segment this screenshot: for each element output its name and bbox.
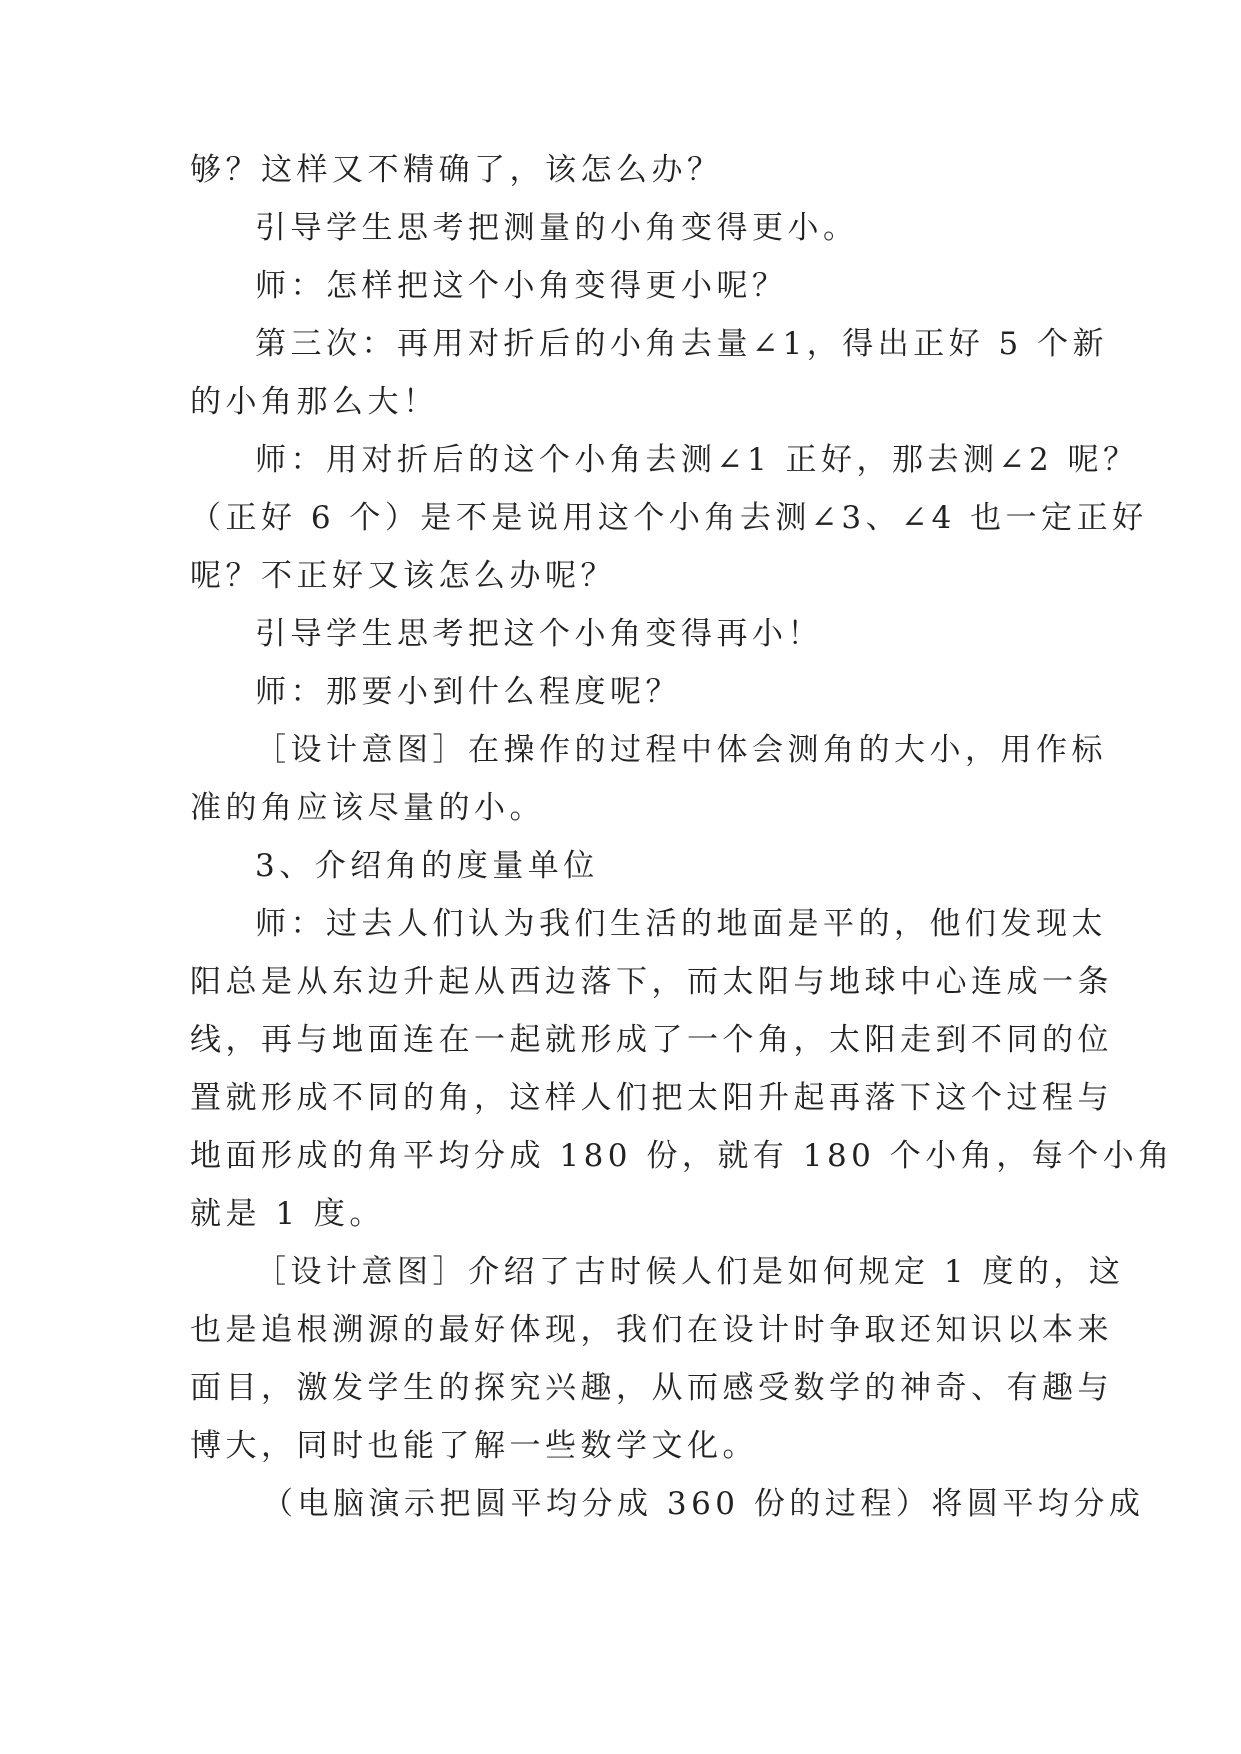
text-line: 置就形成不同的角，这样人们把太阳升起再落下这个过程与 xyxy=(190,1080,1113,1116)
text-line: ［设计意图］在操作的过程中体会测角的大小，用作标 xyxy=(255,732,1107,768)
text-line: ［设计意图］介绍了古时候人们是如何规定 1 度的，这 xyxy=(255,1254,1125,1290)
text-line: （正好 6 个）是不是说用这个小角去测∠3、∠4 也一定正好 xyxy=(190,500,1148,536)
text-line: 地面形成的角平均分成 180 份，就有 180 个小角，每个小角 xyxy=(190,1138,1174,1174)
text-line: 也是追根溯源的最好体现，我们在设计时争取还知识以本来 xyxy=(190,1312,1113,1348)
text-line: 阳总是从东边升起从西边落下，而太阳与地球中心连成一条 xyxy=(190,964,1113,1000)
text-line: 引导学生思考把这个小角变得再小！ xyxy=(255,616,823,652)
text-line: 够？这样又不精确了，该怎么办？ xyxy=(190,152,723,188)
text-line: 师：过去人们认为我们生活的地面是平的，他们发现太 xyxy=(255,906,1107,942)
text-line: 的小角那么大！ xyxy=(190,384,439,420)
text-line: 第三次：再用对折后的小角去量∠1，得出正好 5 个新 xyxy=(255,326,1109,362)
text-line: 面目，激发学生的探究兴趣，从而感受数学的神奇、有趣与 xyxy=(190,1370,1113,1406)
text-line: 就是 1 度。 xyxy=(190,1196,385,1232)
text-line: 师：用对折后的这个小角去测∠1 正好，那去测∠2 呢？ xyxy=(255,442,1139,478)
text-line: 师：那要小到什么程度呢？ xyxy=(255,674,681,710)
text-line: 博大，同时也能了解一些数学文化。 xyxy=(190,1428,758,1464)
text-line: 师：怎样把这个小角变得更小呢？ xyxy=(255,268,788,304)
text-line: 引导学生思考把测量的小角变得更小。 xyxy=(255,210,859,246)
section-heading: 3、介绍角的度量单位 xyxy=(255,848,599,884)
text-line: 呢？不正好又该怎么办呢？ xyxy=(190,558,616,594)
text-line: 准的角应该尽量的小。 xyxy=(190,790,545,826)
text-line: 线，再与地面连在一起就形成了一个角，太阳走到不同的位 xyxy=(190,1022,1113,1058)
text-line: （电脑演示把圆平均分成 360 份的过程）将圆平均分成 xyxy=(262,1486,1145,1522)
